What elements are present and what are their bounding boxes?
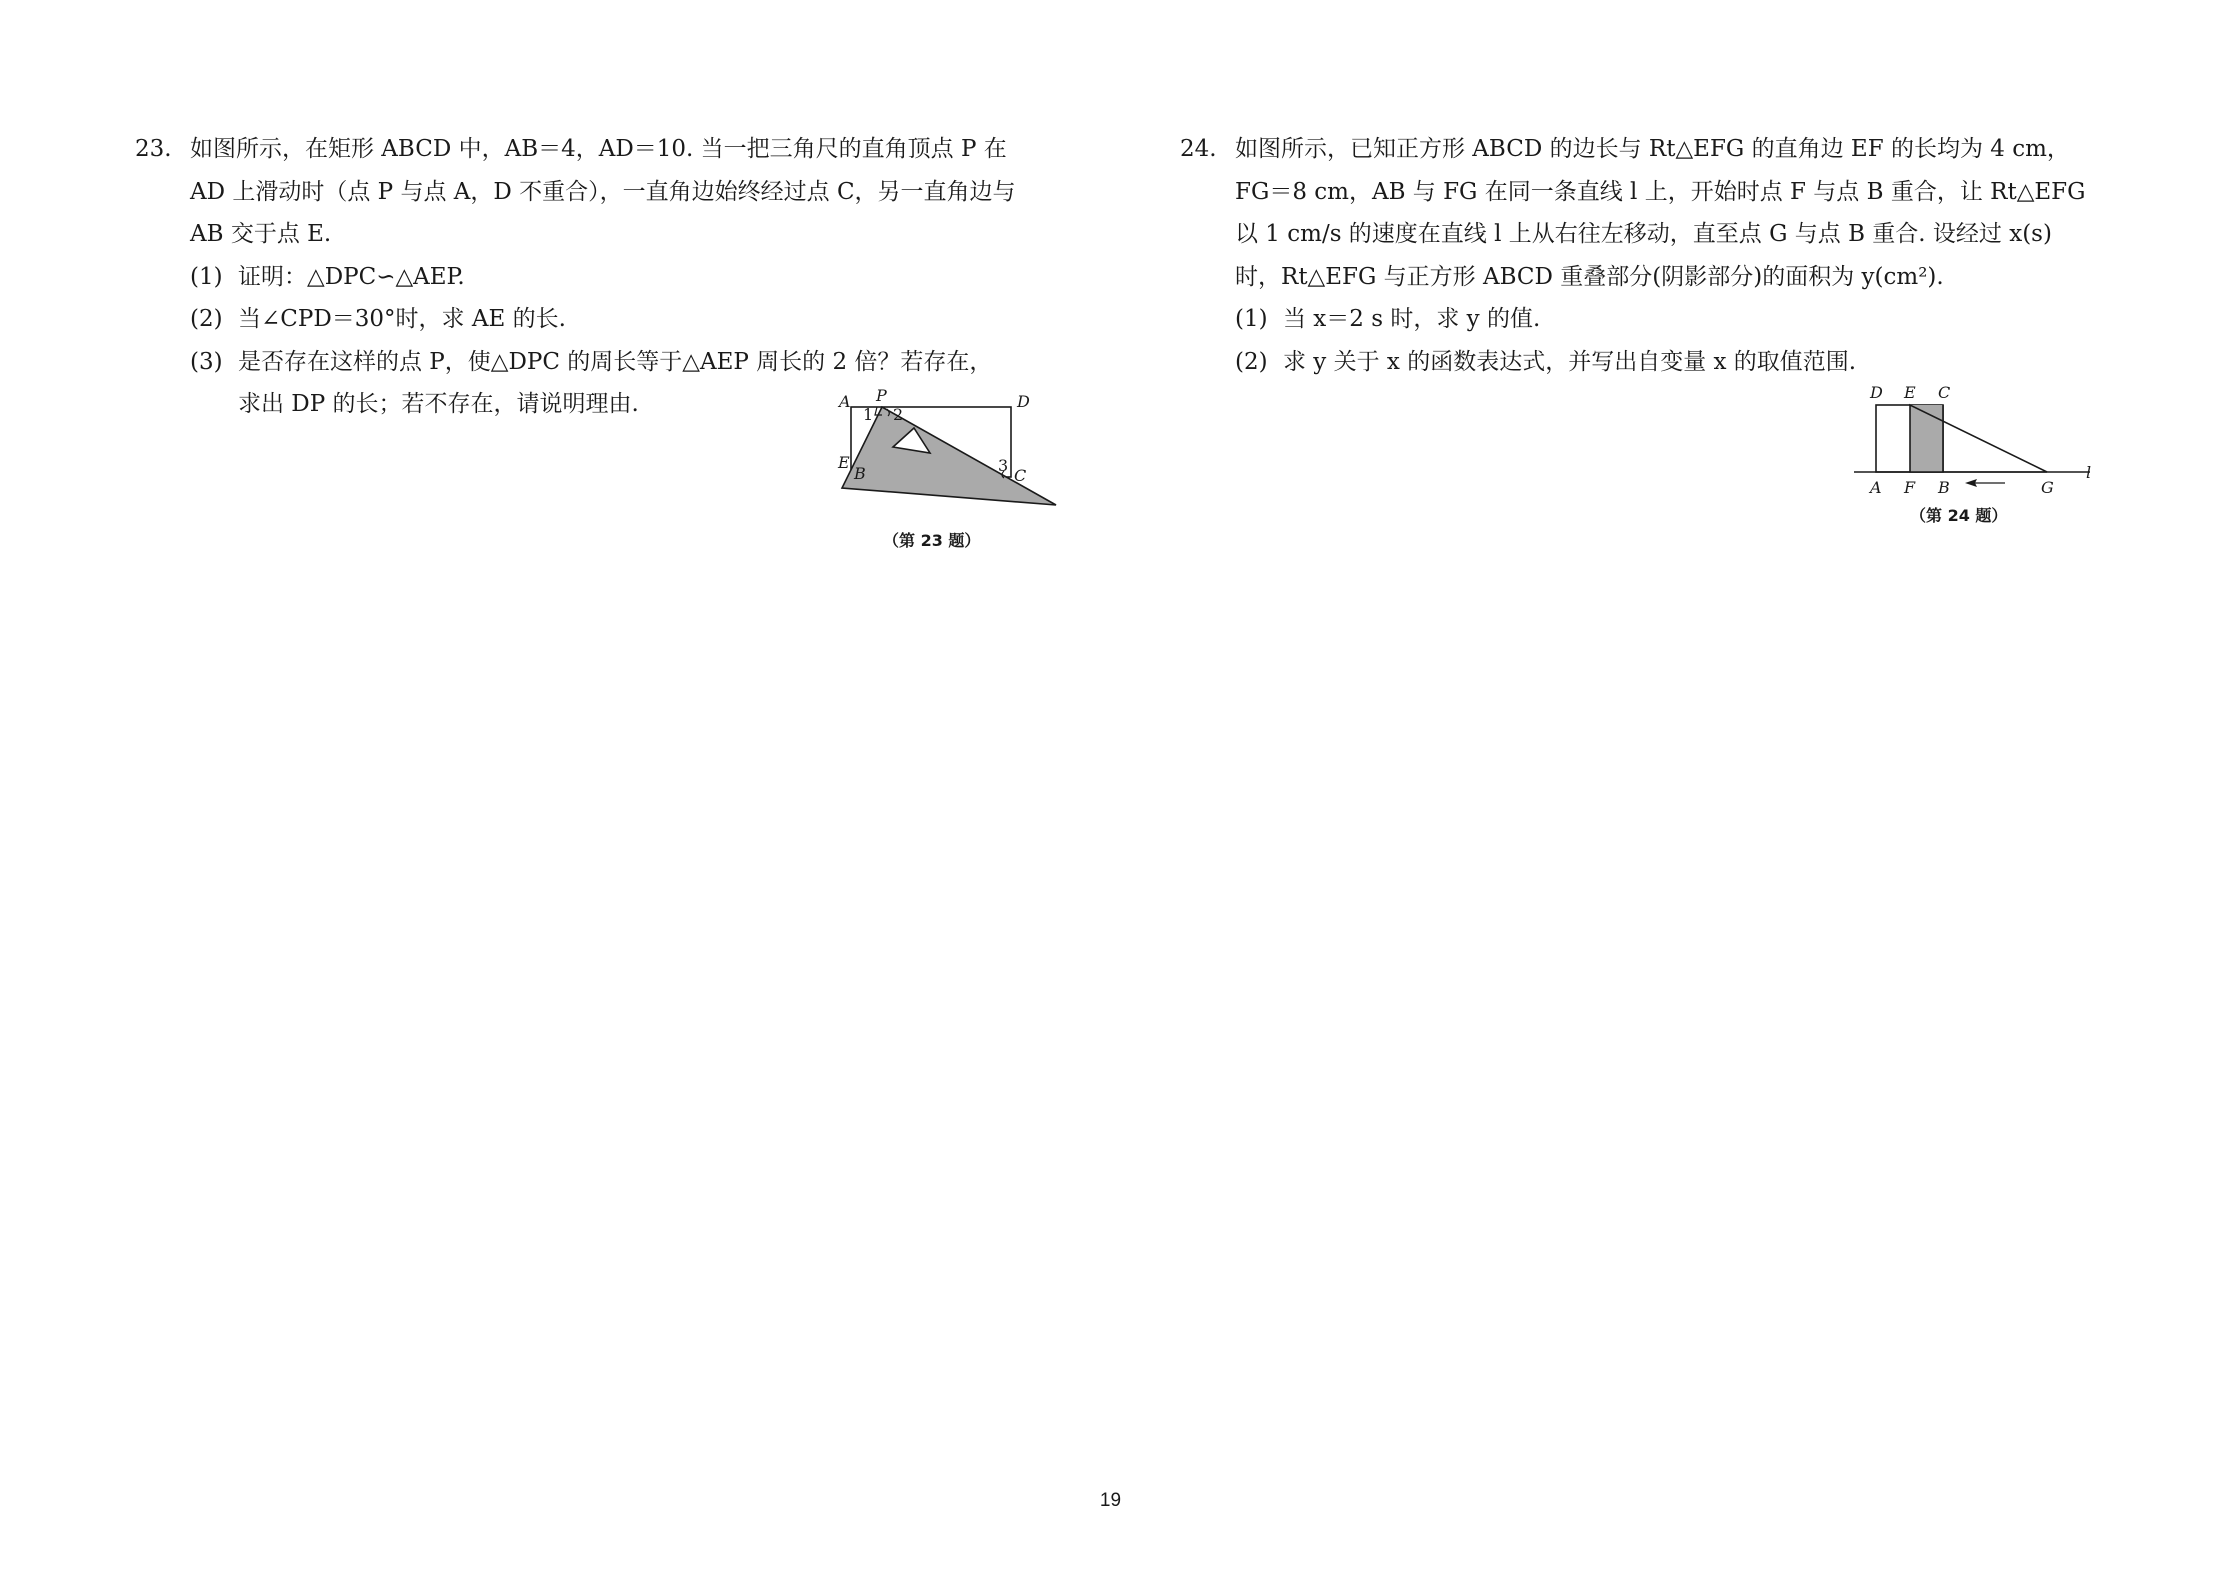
q24-line-2: FG＝8 cm，AB 与 FG 在同一条直线 l 上，开始时点 F 与点 B 重合，让 Rt△EFG xyxy=(1235,178,2086,205)
q24-part-1-num: (1) xyxy=(1235,306,1268,332)
label-c: C xyxy=(1014,466,1027,485)
q23-text-1: 如图所示，在矩形 ABCD 中，AB＝4，AD＝10. 当一把三角尺的直角顶点 P 在 xyxy=(190,136,1007,162)
label-b: B xyxy=(854,464,866,483)
q23-line-1 xyxy=(135,128,1070,171)
q24-part-2-text: 求 y 关于 x 的函数表达式，并写出自变量 x 的取值范围. xyxy=(1283,348,1857,375)
label-f: F xyxy=(1904,478,1916,497)
q23-part-2-text: 当∠CPD＝30°时，求 AE 的长. xyxy=(238,306,566,332)
shaded-overlap xyxy=(1910,405,1943,472)
q24-part-2-num: (2) xyxy=(1235,348,1268,375)
label-e: E xyxy=(838,453,850,472)
q23-part-2 xyxy=(135,298,1070,341)
q24-number: 24. xyxy=(1180,136,1217,162)
q24-figure xyxy=(1850,380,2110,500)
label-g: G xyxy=(2041,478,2054,497)
q23-part-3 xyxy=(135,341,1070,384)
label-p: P xyxy=(876,386,887,405)
q23-part-3-cont: 求出 DP 的长；若不存在，请说明理由. xyxy=(238,391,639,417)
q24-line-4: 时，Rt△EFG 与正方形 ABCD 重叠部分(阴影部分)的面积为 y(cm²). xyxy=(1235,263,1944,290)
q23-line-3: AB 交于点 E. xyxy=(190,221,332,247)
label-b: B xyxy=(1938,478,1950,497)
label-l: l xyxy=(2086,463,2092,482)
label-e: E xyxy=(1904,383,1916,402)
label-a: A xyxy=(1870,478,1882,497)
label-angle-1: 1 xyxy=(863,405,874,424)
page-number: 19 xyxy=(1099,1490,1122,1511)
label-a: A xyxy=(839,392,851,411)
label-d: D xyxy=(1870,383,1883,402)
q23-part-1-text: 证明：△DPC∽△AEP. xyxy=(238,263,465,290)
label-angle-3: 3 xyxy=(998,456,1009,475)
q23-line-2: AD 上滑动时（点 P 与点 A，D 不重合），一直角边始终经过点 C，另一直角边与 xyxy=(190,178,1016,205)
q24-figure-caption: （第 24 题） xyxy=(1910,506,2008,525)
question-24 xyxy=(1180,128,2115,383)
label-d: D xyxy=(1017,392,1030,411)
q24-line-3: 以 1 cm/s 的速度在直线 l 上从右往左移动，直至点 G 与点 B 重合. 设经过 x(s) xyxy=(1235,221,2052,247)
q23-figure-caption: （第 23 题） xyxy=(883,531,981,550)
triangle-ruler xyxy=(842,407,1056,505)
q23-part-3-text: 是否存在这样的点 P，使△DPC 的周长等于△AEP 周长的 2 倍？若存在， xyxy=(238,348,993,375)
label-angle-2: 2 xyxy=(893,405,904,424)
label-c: C xyxy=(1938,383,1951,402)
q23-part-2-num: (2) xyxy=(190,306,223,332)
q23-figure xyxy=(820,385,1080,515)
q24-part-1 xyxy=(1180,298,2115,341)
q23-part-1 xyxy=(135,256,1070,299)
q24-text-1: 如图所示，已知正方形 ABCD 的边长与 Rt△EFG 的直角边 EF 的长均为 4 cm， xyxy=(1235,136,2070,162)
q24-part-2 xyxy=(1180,341,2115,384)
question-23 xyxy=(135,128,1070,426)
q23-part-1-num: (1) xyxy=(190,263,223,290)
q23-number: 23. xyxy=(135,136,172,162)
q24-part-1-text: 当 x＝2 s 时，求 y 的值. xyxy=(1283,306,1541,332)
q24-line-1 xyxy=(1180,128,2115,171)
q23-part-3-num: (3) xyxy=(190,348,223,375)
